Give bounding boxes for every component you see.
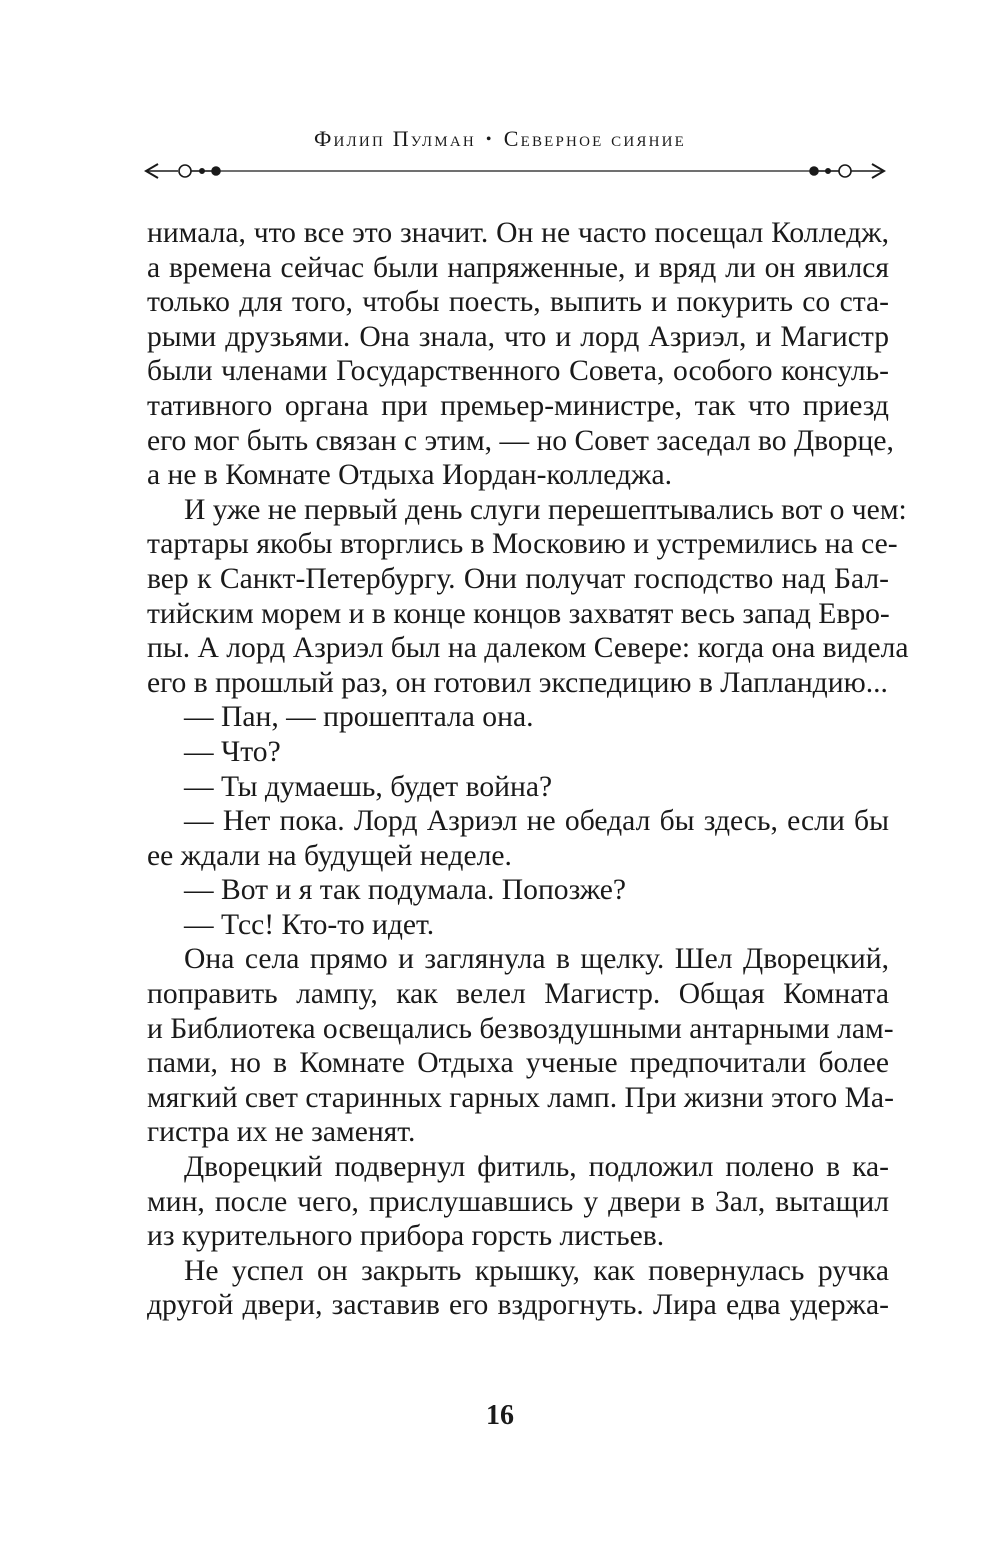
text-line: другой двери, заставив его вздрогнуть. Лира едва удержа- <box>147 1289 889 1322</box>
dialogue-line: — Нет пока. Лорд Азриэл не обедал бы здесь, если бы <box>184 805 889 838</box>
text-line: рыми друзьями. Она знала, что и лорд Азриэл, и Магистр <box>147 320 889 353</box>
dialogue-line: ее ждали на будущей неделе. <box>147 839 512 872</box>
text-line: тартары якобы вторглись в Московию и устремились на се- <box>147 528 898 561</box>
text-line: мягкий свет старинных гарных ламп. При жизни этого Ма- <box>147 1081 894 1114</box>
text-line: И уже не первый день слуги перешептывались вот о чем: <box>184 493 907 526</box>
text-line: гистра их не заменят. <box>147 1116 416 1149</box>
dialogue-line: — Ты думаешь, будет война? <box>184 770 553 803</box>
text-line: его мог быть связан с этим, — но Совет заседал во Дворце, <box>147 424 894 457</box>
dialogue-line: — Пан, — прошептала она. <box>184 701 534 734</box>
text-line: были членами Государственного Совета, особого консуль- <box>147 355 889 388</box>
page-number: 16 <box>486 1400 514 1431</box>
dialogue-line: — Что? <box>184 735 281 768</box>
text-line: вер к Санкт-Петербургу. Они получат господство над Бал- <box>147 562 889 595</box>
text-line: а не в Комнате Отдыха Иордан-колледжа. <box>147 459 673 492</box>
header-ornament-rule <box>140 156 890 186</box>
dialogue-line: — Вот и я так подумала. Попозже? <box>184 874 627 907</box>
text-line: только для того, чтобы поесть, выпить и покурить со ста- <box>147 286 889 319</box>
running-head-separator: • <box>485 131 494 148</box>
text-line: Она села прямо и заглянула в щелку. Шел Дворецкий, <box>184 943 889 976</box>
running-head-author: Филип Пулман <box>313 126 476 151</box>
text-line: из курительного прибора горсть листьев. <box>147 1220 665 1253</box>
text-line: и Библиотека освещались безвоздушными антарными лам- <box>147 1012 894 1045</box>
running-head-title: Северное сияние <box>503 126 687 151</box>
text-line: поправить лампу, как велел Магистр. Общая Комната <box>147 978 889 1011</box>
text-line: Не успел он закрыть крышку, как повернулась ручка <box>184 1254 889 1287</box>
text-line: Дворецкий подвернул фитиль, подложил полено в ка- <box>184 1151 889 1184</box>
text-line: пами, но в Комнате Отдыха ученые предпочитали более <box>147 1047 889 1080</box>
text-line: а времена сейчас были напряженные, и вряд ли он явился <box>147 251 889 284</box>
dialogue-line: — Тсс! Кто-то идет. <box>184 908 435 941</box>
text-line: его в прошлый раз, он готовил экспедицию в Лапландию... <box>147 666 888 699</box>
text-line: тативного органа при премьер-министре, так что приезд <box>147 389 889 422</box>
text-line: нимала, что все это значит. Он не часто посещал Колледж, <box>147 217 889 249</box>
text-line: пы. А лорд Азриэл был на далеком Севере: когда она видела <box>147 632 909 665</box>
body-text <box>147 216 909 1323</box>
running-head <box>0 126 1000 152</box>
text-line: тийским морем и в конце концов захватят весь запад Евро- <box>147 597 890 630</box>
text-line: мин, после чего, прислушавшись у двери в Зал, вытащил <box>147 1185 889 1218</box>
